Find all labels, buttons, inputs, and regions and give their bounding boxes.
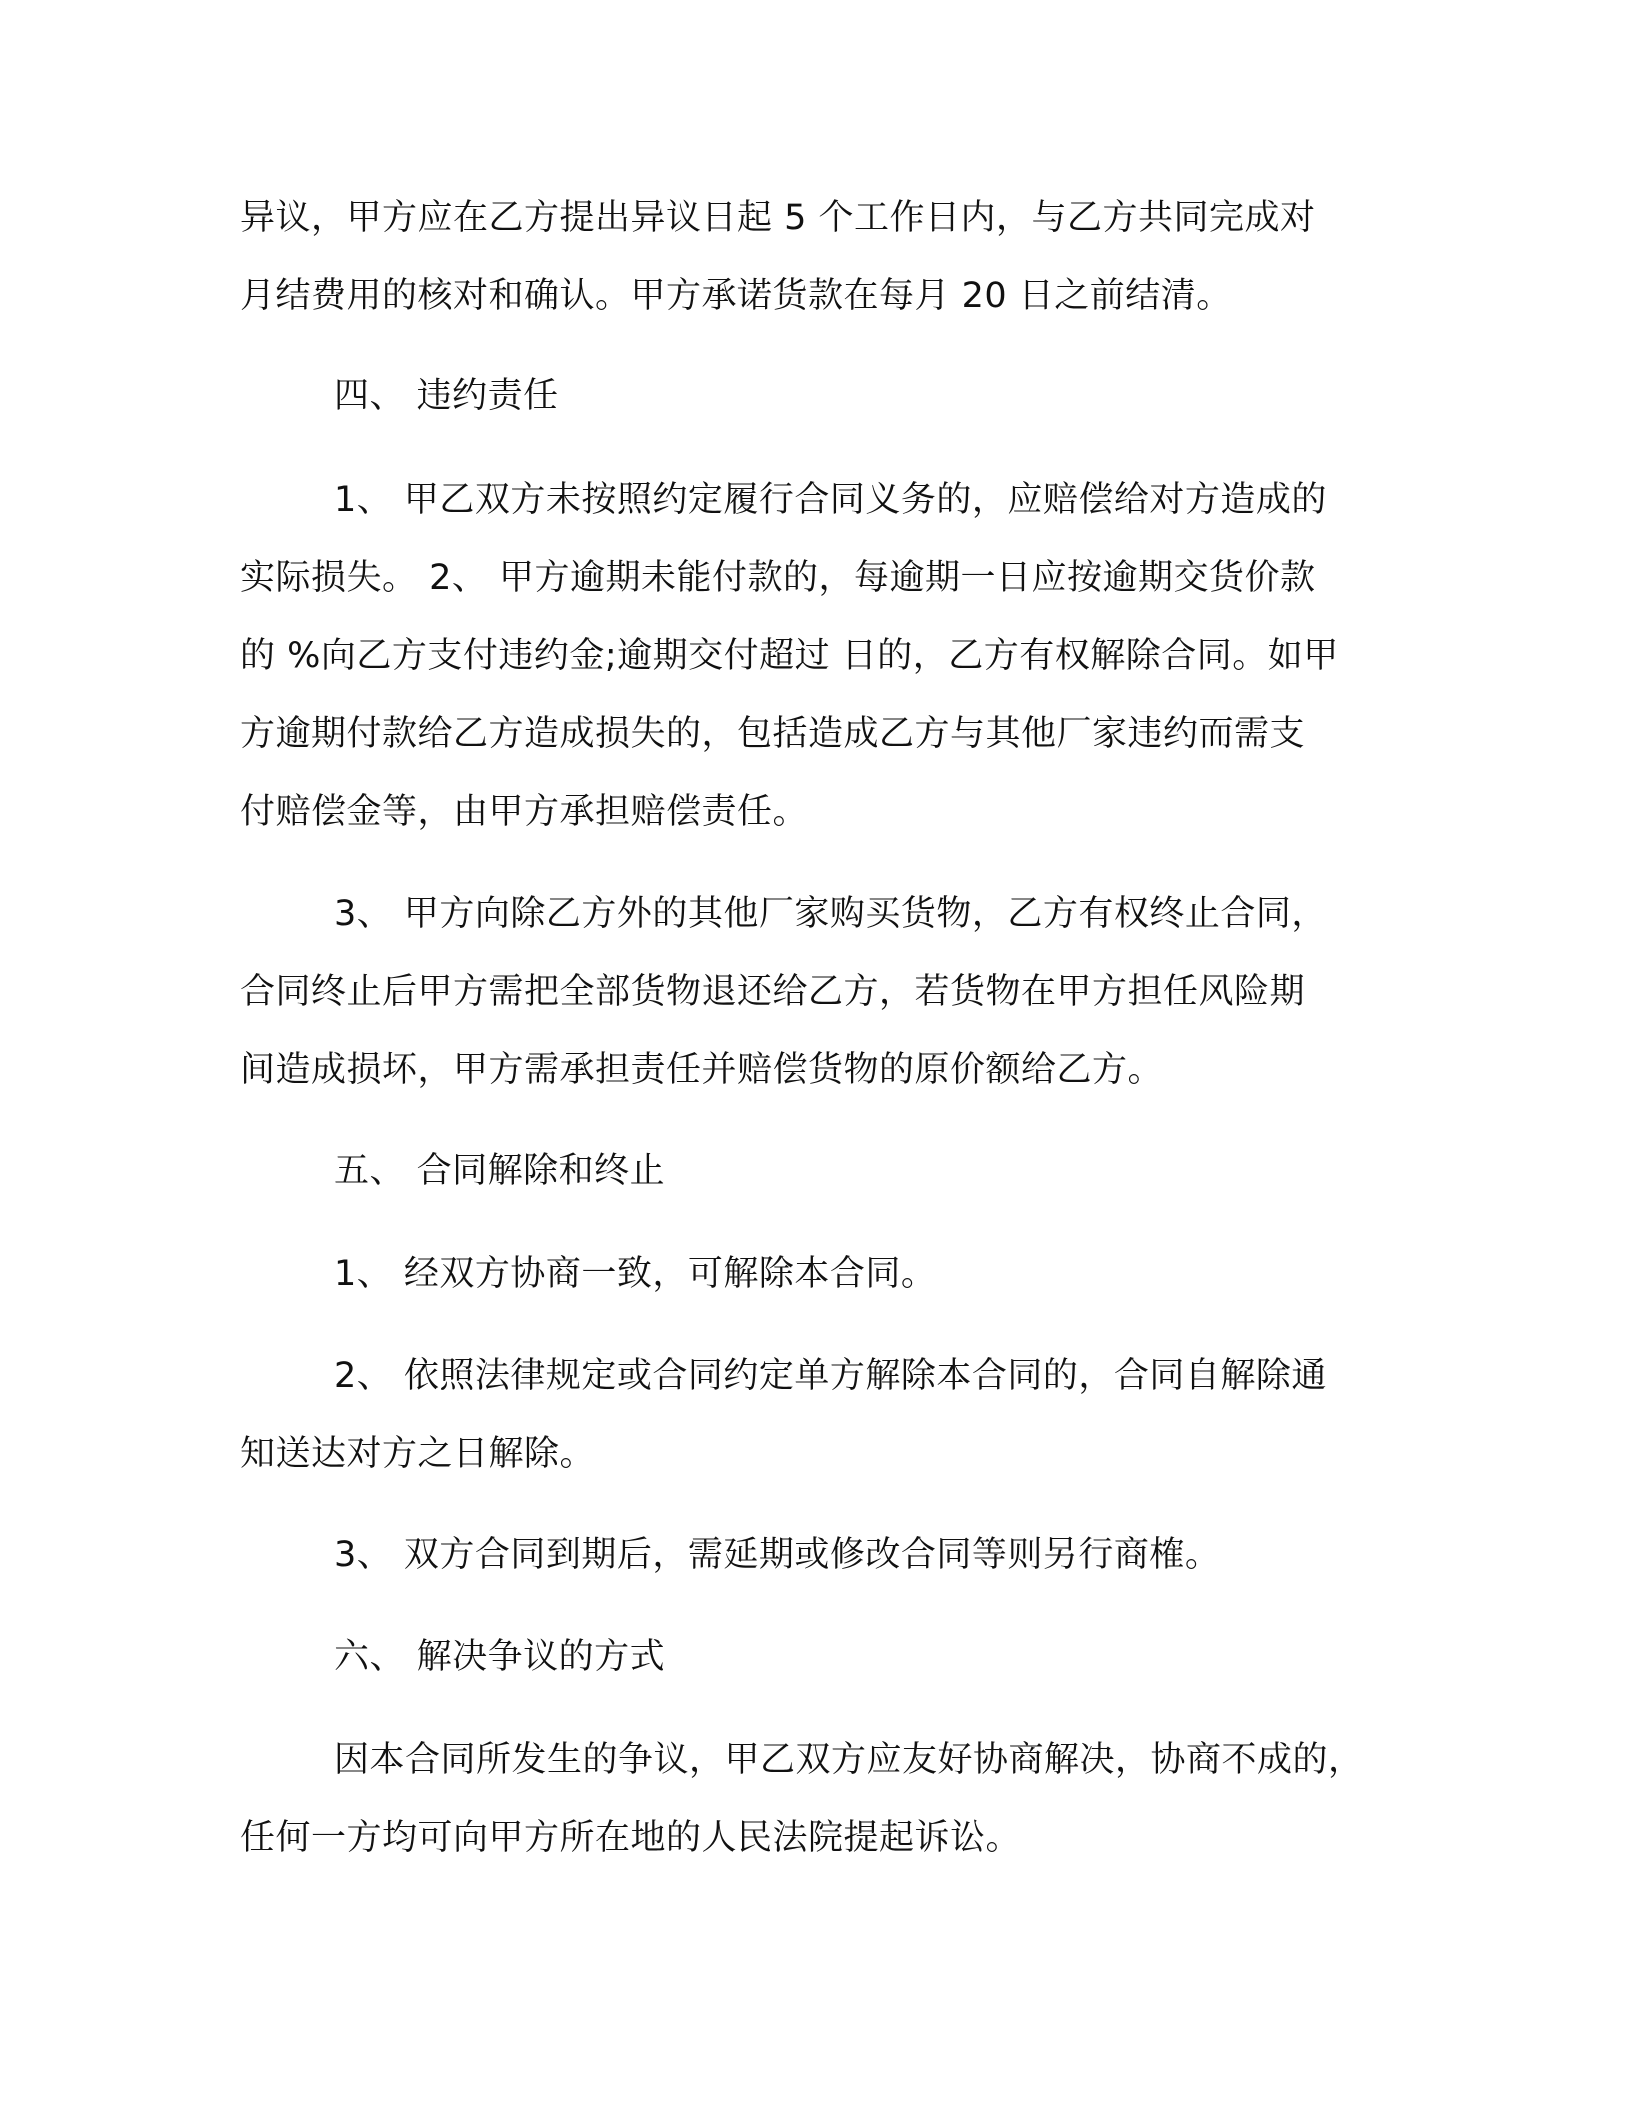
section-heading: 四、 违约责任 [334, 376, 559, 416]
text-line: 因本合同所发生的争议，甲乙双方应友好协商解决，协商不成的， [334, 1740, 1364, 1780]
text-line: 异议，甲方应在乙方提出异议日起 5 个工作日内，与乙方共同完成对 [240, 198, 1316, 238]
text-line: 的 %向乙方支付违约金;逾期交付超过 日的，乙方有权解除合同。如甲 [240, 636, 1339, 676]
text-line: 任何一方均可向甲方所在地的人民法院提起诉讼。 [240, 1818, 1022, 1858]
section-heading: 六、 解决争议的方式 [334, 1637, 666, 1677]
text-line: 3、 甲方向除乙方外的其他厂家购买货物，乙方有权终止合同， [334, 894, 1327, 934]
text-line: 方逾期付款给乙方造成损失的，包括造成乙方与其他厂家违约而需支 [240, 714, 1306, 754]
text-line: 2、 依照法律规定或合同约定单方解除本合同的，合同自解除通 [334, 1356, 1327, 1396]
text-line: 3、 双方合同到期后，需延期或修改合同等则另行商榷。 [334, 1535, 1221, 1575]
text-line: 月结费用的核对和确认。甲方承诺货款在每月 20 日之前结清。 [240, 276, 1232, 316]
text-line: 合同终止后甲方需把全部货物退还给乙方，若货物在甲方担任风险期 [240, 972, 1306, 1012]
section-heading: 五、 合同解除和终止 [334, 1151, 666, 1191]
text-line: 间造成损坏，甲方需承担责任并赔偿货物的原价额给乙方。 [240, 1050, 1164, 1090]
text-line: 1、 经双方协商一致，可解除本合同。 [334, 1254, 937, 1294]
text-line: 实际损失。 2、 甲方逾期未能付款的，每逾期一日应按逾期交货价款 [240, 558, 1316, 598]
text-line: 1、 甲乙双方未按照约定履行合同义务的，应赔偿给对方造成的 [334, 480, 1327, 520]
text-line: 付赔偿金等，由甲方承担赔偿责任。 [240, 792, 809, 832]
text-line: 知送达对方之日解除。 [240, 1434, 596, 1474]
